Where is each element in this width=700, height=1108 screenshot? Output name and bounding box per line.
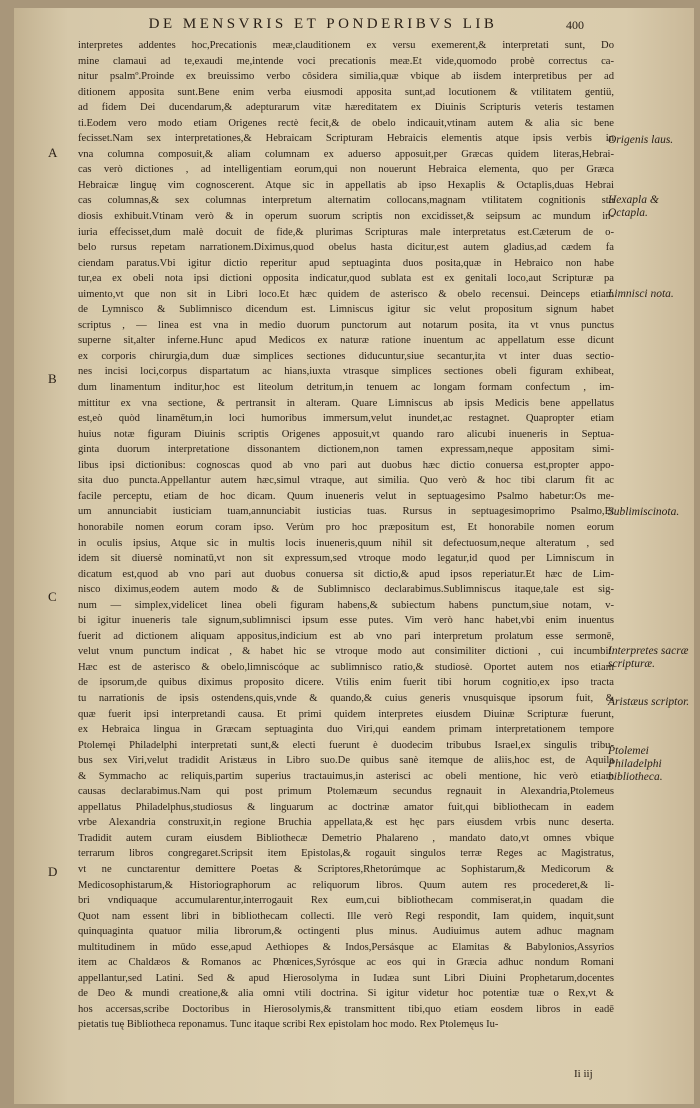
text-line: de ipsorum,de quibus diximus proposito dicere. Vtilis enim fuerit tibi horum cognitio,ex ipso tracta bbox=[78, 677, 614, 689]
text-line: est,eò quòd linamētum,in loci humoribus immersum,velut inundet,ac restagnet. Quapropter etiam bbox=[78, 413, 614, 425]
text-line: de Deo & mundi creatione,& alia omni vtili doctrina. Si igitur videtur hoc potentiæ tuæ o Rex,vt & bbox=[78, 988, 614, 1000]
text-line: quæ fuerit ipsi interpretandi causa. Et primi quidem interpretes eiusdem Diuinæ Scripturæ fuerunt, bbox=[78, 708, 614, 720]
text-line: nes incisi loci,corpus dispartatum ac hians,iuxta vtrasque simplices sectiones obeli figuram exhibeat, bbox=[78, 366, 614, 378]
text-line: & Symmacho ac reliquis,partim superius tractauimus,in asterisci ac obeli mentione, hic verò etiam bbox=[78, 770, 614, 782]
text-line: fuerit ad dictionem aliquam appositus,indicium est ab vno pari interpretum prolatum esse sermonē, bbox=[78, 630, 614, 642]
text-line: Tradidit autem curam eiusdem Bibliothecæ Demetrio Phalareno , mandato dato,vt omnes vbique bbox=[78, 832, 614, 844]
text-line: scriptus , — linea est vna in medio duorum punctorum aut notarum posita, ita vt vnus punctus bbox=[78, 319, 614, 331]
margin-gloss-sublimisci: Sublimiscinota. bbox=[608, 506, 680, 518]
margin-gloss-limnisci: Limnisci nota. bbox=[608, 288, 674, 300]
text-line: bri vndiquaque accumularentur,interrogauit Rex eum,cui bibliothecam commiserat,in quadam die bbox=[78, 895, 614, 907]
text-line: causas declarabimus.Nam qui post primum Ptolemæum secundus regnauit in Alexandria,Ptolemeus bbox=[78, 786, 614, 798]
text-line: ti.Eodem vero modo etiam Origenes rectè fecit,& de obelo indicauit,vtinam autem & alia sic bene bbox=[78, 117, 614, 129]
text-line: nitur psalmº.Proinde ex breuissimo verbo côsidera similia,quæ vbique ab iisdem interpretibus per ad bbox=[78, 71, 614, 83]
margin-gloss-hexapla: Hexapla & Octapla. bbox=[608, 194, 659, 219]
text-line: um annunciabit iusticiam tuam,annunciabit iusticias tuas. Rursus in septuagesimoprimo Psalmo,Et bbox=[78, 506, 614, 518]
text-line: quinquaginta quatuor milia librorum,& octingenti plus minus. Audiuimus autem adhuc magnam bbox=[78, 926, 614, 938]
margin-gloss-aristaeus: Aristæus scriptor. bbox=[608, 696, 690, 708]
text-line: huius notæ figuram Diuinis scriptis Origenes apposuit,vt quando raro alicubi inueneris in Septua- bbox=[78, 428, 614, 440]
text-line: vna columna composuit,& aliam columnam ex aduerso apposuit,per Græcas quidem literas,Hebrai- bbox=[78, 148, 614, 160]
text-line: appellatus Philadelphus,studiosus & linguarum ac doctrinæ amator fuit,qui bibliothecam in eadem bbox=[78, 801, 614, 813]
text-line: fecisset.Nam sex interpretationes,& Hebraicam Scripturam Hebraicis elementis atque ipsis verbis in bbox=[78, 133, 614, 145]
text-line: ciendam paratus.Vbi igitur dictio reperitur apud septuaginta duos posita,quæ in Hebraico non habe bbox=[78, 257, 614, 269]
section-marker-d: D bbox=[48, 864, 58, 879]
text-line: cas verò dictiones , ad intelligentiam eorum,qui non nouerunt Hebraica elementa, quo per Græca bbox=[78, 164, 614, 176]
text-line: Quot nam essent libri in bibliothecam collecti. Ille verò Regi respondit, Iam quidem, inquit,sunt bbox=[78, 910, 614, 922]
text-line: mittitur ex vna sectione, & pertransit in alteram. Quare Limniscus ab ipsis Medicis bene appellatus bbox=[78, 397, 614, 409]
text-line: num — simplex,videlicet linea obeli figuram habens,& subiectum habens punctum,siue notam, v- bbox=[78, 599, 614, 611]
text-line: idem sit diuersè nominatū,vt non sit expressum,sed vtroque modo legatur,id quod per Limniscum in bbox=[78, 553, 614, 565]
book-page bbox=[14, 8, 694, 1104]
margin-gloss-origenis: Origenis laus. bbox=[608, 134, 674, 146]
text-line: Medicosophistarum,& Historiographorum ac reliquorum libros. Quum autem res procederet,& li- bbox=[78, 879, 614, 891]
text-line: Hebraicæ linguę vim cognoscerent. Atque sic in appellatis ab ipso Hexaplis & Octaplis,duas Hebrai bbox=[78, 179, 614, 191]
text-line: Hæc est de asterisco & obelo,limniscóque ac sublimnisco ratio,& studiosè. Oportet autem nos etiam bbox=[78, 661, 614, 673]
text-line: dum linamentum inditur,hoc est liteolum detritum,in tenuem ac longam formam confectum , im- bbox=[78, 382, 614, 394]
text-line: cas columnas,& sex columnas interpretum alternatim collocans,magnam vtilitatem cognitionis stu bbox=[78, 195, 614, 207]
text-line: Ptolemęi Philadelphi interpretati sunt,& electi fuerunt è duodecim tribubus Israel,ex singulis tribu- bbox=[78, 739, 614, 751]
text-line: uimento,vt que non sit in Libri loco.Et hæc quidem de asterisco & obelo recensui. Deinceps etiam bbox=[78, 288, 614, 300]
text-line: libus ipsi dictionibus: cognoscas quod ab vno pari aut duobus hæc dictio conuersa est,propter appo- bbox=[78, 459, 614, 471]
signature-mark: Ii iij bbox=[574, 1068, 593, 1080]
text-line: tur,ea ex obeli nota ipsi dictioni opposita indicatur,quod sublata est ex genitali loco,aut Scripturæ pa bbox=[78, 273, 614, 285]
section-marker-a: A bbox=[48, 145, 58, 160]
text-line: velut vnum punctum indicat , & habet hic se vtroque modo aut consimiliter dictioni , cui incumbit. bbox=[78, 646, 614, 658]
text-line: item ac Chaldæos & Romanos ac Phœnices,Syrósque ac eos qui in Græcia adhuc nondum Romani bbox=[78, 957, 614, 969]
text-line: mine clamaui ad te,exaudi me,intende voci precationis meæ.Et vide,quomodo probè correctus ca- bbox=[78, 55, 614, 67]
text-line: ad fidem Dei ducendarum,& adepturarum vitæ hæreditatem ex Diuinis Scripturis veteris testamen bbox=[78, 102, 614, 114]
text-line: nisco diximus,eodem autem modo & de Sublimnisco declarabimus.Sublimniscus itaque,tale est sig- bbox=[78, 584, 614, 596]
text-line: terrarum libros congregaret.Scripsit item Epistolas,& rogauit singulos terræ Reges ac Magistratus, bbox=[78, 848, 614, 860]
text-line: bus sex Viri,velut tradidit Aristæus in Libro suo.De quibus sanè itemque de aliis,hoc est, de Aquila bbox=[78, 755, 614, 767]
margin-gloss-interpretes: Interpretes sacræ scripturæ. bbox=[608, 645, 689, 670]
margin-gloss-bibliotheca: Ptolemei Philadelphi bibliotheca. bbox=[608, 745, 663, 783]
text-line: multitudinem in mūdo esse,apud Aethiopes & Indos,Persásque ac Elamitas & Babylonios,Assyrios bbox=[78, 941, 614, 953]
text-line: sita duo puncta.Appellantur autem hæc,simul vtraque, aut similia. Quo verò & hoc tibi clarum fit ac bbox=[78, 475, 614, 487]
text-line: ditionem apposita sunt.Bene enim verba eiusmodi apposita sunt,ad locutionem & vtilitatem gentiü, bbox=[78, 86, 614, 98]
text-line: ginta duorum interpretatione dissonantem dictionem,non tamen expressam,neque appositam simi- bbox=[78, 444, 614, 456]
text-line: tu narrationis de ipsis ostendens,quis,vnde & quando,& cuius generis vnusquisque ipsorum fuit, & bbox=[78, 692, 614, 704]
text-line: bi igitur inueneris tale signum,sublimnisci ipsum esse putes. Vim verò hanc habet,vbi enim inuentus bbox=[78, 615, 614, 627]
text-line: belo rursus repetam narrationem.Diximus,quod obelus hasta dicitur,est autem gladius,ad cædem fa bbox=[78, 242, 614, 254]
text-line: ex corporis chirurgia,dum duæ simplices sectiones diducuntur,siue secantur,ita vt inter duas sectio- bbox=[78, 350, 614, 362]
section-marker-b: B bbox=[48, 371, 57, 386]
text-line: ex Hebraica lingua in Græcam septuaginta duo Viri,qui eandem primam interpretationem tempore bbox=[78, 724, 614, 736]
text-line: superne sit,alter inferne.Hunc apud Medicos ex naturæ ratione inuentum ac appellatum esse dicunt bbox=[78, 335, 614, 347]
text-line: de Lymnisco & Sublimnisco dicendum est. Limniscus igitur sic velut propositum signum habet bbox=[78, 304, 614, 316]
text-line: pietatis tuę Bibliotheca reponamus. Tunc itaque scribi Rex epistolam hoc modo. Rex Ptolemęus Iu- bbox=[78, 1019, 499, 1031]
text-line: dicatum est,quod ab vno pari aut duobus conuersa sit dictio,& apud ipsos reperiatur.Et hæc de Lim- bbox=[78, 568, 614, 580]
text-line: interpretes addentes hoc,Precationis meæ,clauditionem ex versu exemerent,& interpretati sunt, Do bbox=[78, 40, 614, 51]
text-line: in oculis ipsius, Atque sic in multis locis inueneris,quum nihil sit defectuosum,neque alteratum , sed bbox=[78, 537, 614, 549]
text-line: diosis exhibuit.Vtinam verò & in operum suorum scriptis non excidisset,& seipsum ac mundum in- bbox=[78, 211, 614, 223]
text-line: hos accersas,scribe Doctoribus in Hierosolymis,& transmittent tibi,quo etiam eosdem libros in eadē bbox=[78, 1003, 614, 1015]
text-line: appellantur,sed Latini. Sed & apud Hierosolyma in Iudæa sunt Libri Diuini Prophetarum,docentes bbox=[78, 972, 614, 984]
text-line: facile perceptu, etiam de hoc dicam. Quum inueneris velut in septuagesimo Psalmo habetur:Os me- bbox=[78, 490, 614, 502]
text-line: vt ne cunctarentur demittere Poetas & Scriptores,Rhetorúmque ac Sophistarum,& Medicorum & bbox=[78, 863, 614, 875]
body-text bbox=[78, 38, 614, 1033]
section-marker-c: C bbox=[48, 589, 57, 604]
running-title: DE MENSVRIS ET PONDERIBVS LIB bbox=[148, 16, 498, 32]
folio-number: 400 bbox=[566, 18, 584, 32]
text-line: honorabile nomen eorum coram ipso. Verùm pro hoc præpositum est, Et honorabile nomen eorum bbox=[78, 521, 614, 533]
text-line: iuria effecisset,dum malè docuit de fide,& plurimas Scripturas male interpretatus est.Cæterum de o- bbox=[78, 226, 614, 238]
text-line: vrbe Alexandria construxit,in regione Bruchia appellata,& est hęc pars eiusdem vrbis nunc deserta. bbox=[78, 817, 614, 829]
